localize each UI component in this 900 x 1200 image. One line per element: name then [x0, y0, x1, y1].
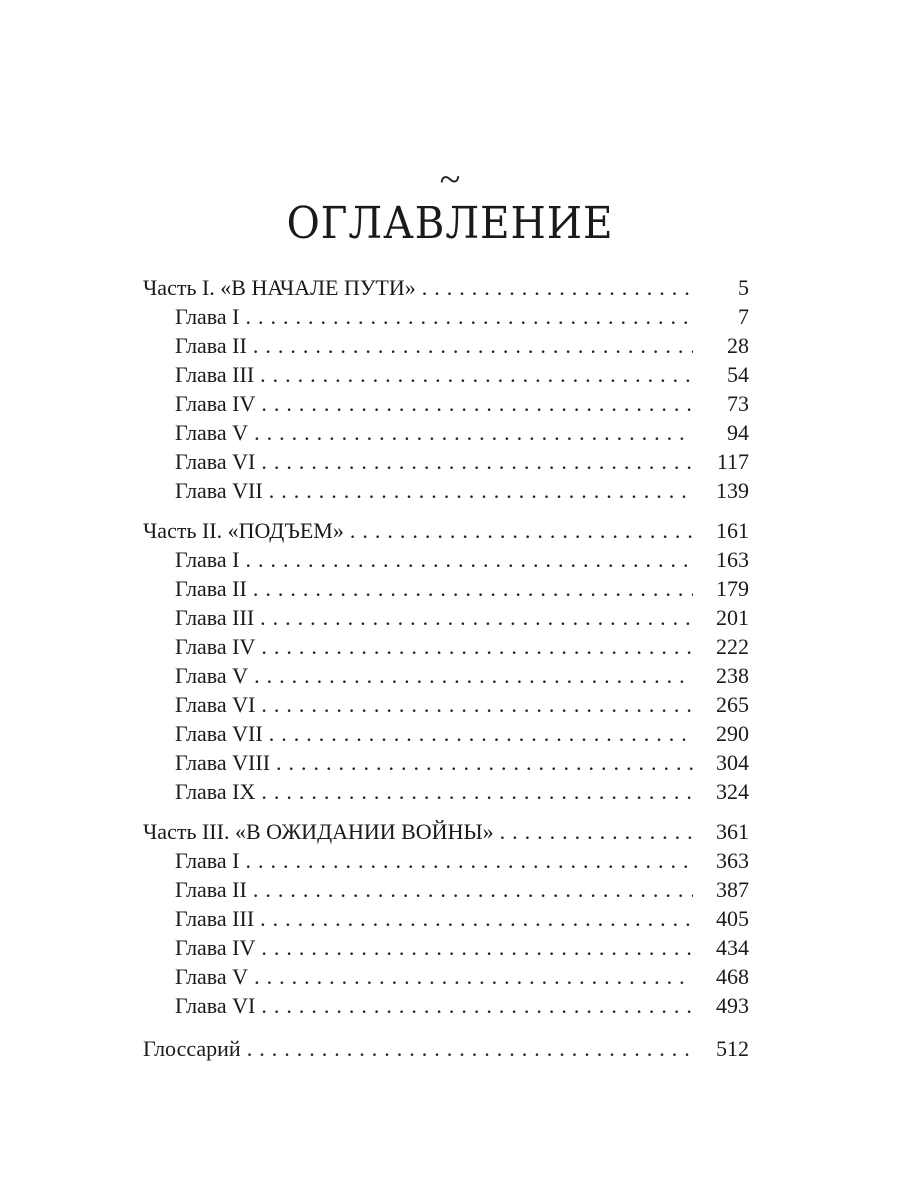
toc-part-1[interactable]	[143, 273, 749, 302]
toc-part-3[interactable]	[143, 817, 749, 846]
toc-entry-label: Глава VII	[175, 721, 263, 746]
toc-chapter[interactable]	[143, 603, 749, 632]
toc-page-number: 54	[727, 362, 749, 387]
toc-chapter[interactable]	[143, 991, 749, 1020]
toc-chapter[interactable]	[143, 574, 749, 603]
toc-chapter[interactable]	[143, 360, 749, 389]
toc-chapter[interactable]	[143, 632, 749, 661]
toc-page-number: 28	[727, 333, 749, 358]
toc-page-number: 434	[716, 935, 749, 960]
dot-leader	[269, 476, 693, 505]
toc-entry-label: Часть II. «ПОДЪЕМ»	[143, 518, 344, 543]
toc-page-number: 139	[716, 478, 749, 503]
toc-chapter[interactable]	[143, 302, 749, 331]
toc-page-number: 387	[716, 877, 749, 902]
toc-chapter[interactable]	[143, 962, 749, 991]
dot-leader	[500, 817, 693, 846]
toc-entry-label: Глава VII	[175, 478, 263, 503]
dot-leader	[247, 1034, 693, 1063]
toc-entry-label: Глава V	[175, 964, 249, 989]
toc-entry-label: Глава III	[175, 605, 255, 630]
toc-chapter[interactable]	[143, 719, 749, 748]
toc-entry-label: Глава II	[175, 877, 247, 902]
toc-entry-label: Глава VI	[175, 449, 256, 474]
toc-entry-label: Глава V	[175, 420, 249, 445]
toc-chapter[interactable]	[143, 418, 749, 447]
toc-page-number: 117	[716, 449, 749, 474]
dot-leader	[261, 389, 693, 418]
dot-leader	[261, 777, 693, 806]
toc-page-number: 179	[716, 576, 749, 601]
toc-entry-label: Глава I	[175, 848, 240, 873]
toc-entry-label: Глава VI	[175, 993, 256, 1018]
toc-entry-label: Глава IX	[175, 779, 256, 804]
toc-chapter[interactable]	[143, 777, 749, 806]
toc-chapter[interactable]	[143, 545, 749, 574]
toc-entry-label: Часть I. «В НАЧАЛЕ ПУТИ»	[143, 275, 416, 300]
toc-entry-label: Глава V	[175, 663, 249, 688]
dot-leader	[246, 545, 694, 574]
toc-chapter[interactable]	[143, 331, 749, 360]
toc-page-number: 512	[716, 1036, 749, 1061]
toc-page-number: 5	[738, 275, 749, 300]
toc-chapter[interactable]	[143, 846, 749, 875]
dot-leader	[246, 302, 694, 331]
toc-part-2[interactable]	[143, 516, 749, 545]
toc-entry-label: Глава II	[175, 333, 247, 358]
dot-leader	[261, 933, 693, 962]
dot-leader	[253, 875, 693, 904]
toc-chapter[interactable]	[143, 690, 749, 719]
toc-page-number: 324	[716, 779, 749, 804]
dot-leader	[253, 331, 693, 360]
dot-leader	[422, 273, 693, 302]
dot-leader	[246, 846, 694, 875]
toc-chapter[interactable]	[143, 748, 749, 777]
toc-entry-label: Глоссарий	[143, 1036, 241, 1061]
toc-page-number: 7	[738, 304, 749, 329]
toc-entry-label: Глава II	[175, 576, 247, 601]
toc-glossary[interactable]	[143, 1034, 749, 1063]
dot-leader	[254, 962, 693, 991]
toc-page-number: 94	[727, 420, 749, 445]
dot-leader	[276, 748, 693, 777]
toc-entry-label: Глава IV	[175, 391, 256, 416]
toc-entry-label: Глава III	[175, 362, 255, 387]
toc-page-number: 361	[716, 819, 749, 844]
tilde-ornament-icon: ~	[439, 159, 461, 201]
toc-entry-label: Глава IV	[175, 935, 256, 960]
toc-page-number: 304	[716, 750, 749, 775]
toc-page-number: 363	[716, 848, 749, 873]
toc-entry-label: Глава VI	[175, 692, 256, 717]
toc-entry-label: Глава I	[175, 304, 240, 329]
dot-leader	[350, 516, 693, 545]
toc-chapter[interactable]	[143, 875, 749, 904]
dot-leader	[261, 447, 693, 476]
toc-page-number: 290	[716, 721, 749, 746]
dot-leader	[254, 661, 693, 690]
toc-page-number: 265	[716, 692, 749, 717]
toc-page-number: 201	[716, 605, 749, 630]
toc-page-number: 222	[716, 634, 749, 659]
toc-page-number: 161	[716, 518, 749, 543]
toc-chapter[interactable]	[143, 904, 749, 933]
dot-leader	[261, 991, 693, 1020]
toc-page-number: 73	[727, 391, 749, 416]
toc-entry-label: Часть III. «В ОЖИДАНИИ ВОЙНЫ»	[143, 819, 494, 844]
toc-page-number: 405	[716, 906, 749, 931]
toc-entry-label: Глава III	[175, 906, 255, 931]
dot-leader	[260, 904, 693, 933]
page-title: ОГЛАВЛЕНИЕ	[286, 198, 614, 249]
toc-chapter[interactable]	[143, 933, 749, 962]
dot-leader	[253, 574, 693, 603]
toc-entry-label: Глава VIII	[175, 750, 271, 775]
toc-chapter[interactable]	[143, 447, 749, 476]
toc-chapter[interactable]	[143, 661, 749, 690]
dot-leader	[269, 719, 693, 748]
toc-page-number: 468	[716, 964, 749, 989]
toc-page-number: 238	[716, 663, 749, 688]
toc-page-number: 163	[716, 547, 749, 572]
dot-leader	[254, 418, 693, 447]
dot-leader	[261, 690, 693, 719]
toc-entry-label: Глава IV	[175, 634, 256, 659]
toc-chapter[interactable]	[143, 389, 749, 418]
dot-leader	[261, 632, 693, 661]
toc-page-number: 493	[716, 993, 749, 1018]
toc-chapter[interactable]	[143, 476, 749, 505]
dot-leader	[260, 360, 693, 389]
toc-entry-label: Глава I	[175, 547, 240, 572]
dot-leader	[260, 603, 693, 632]
